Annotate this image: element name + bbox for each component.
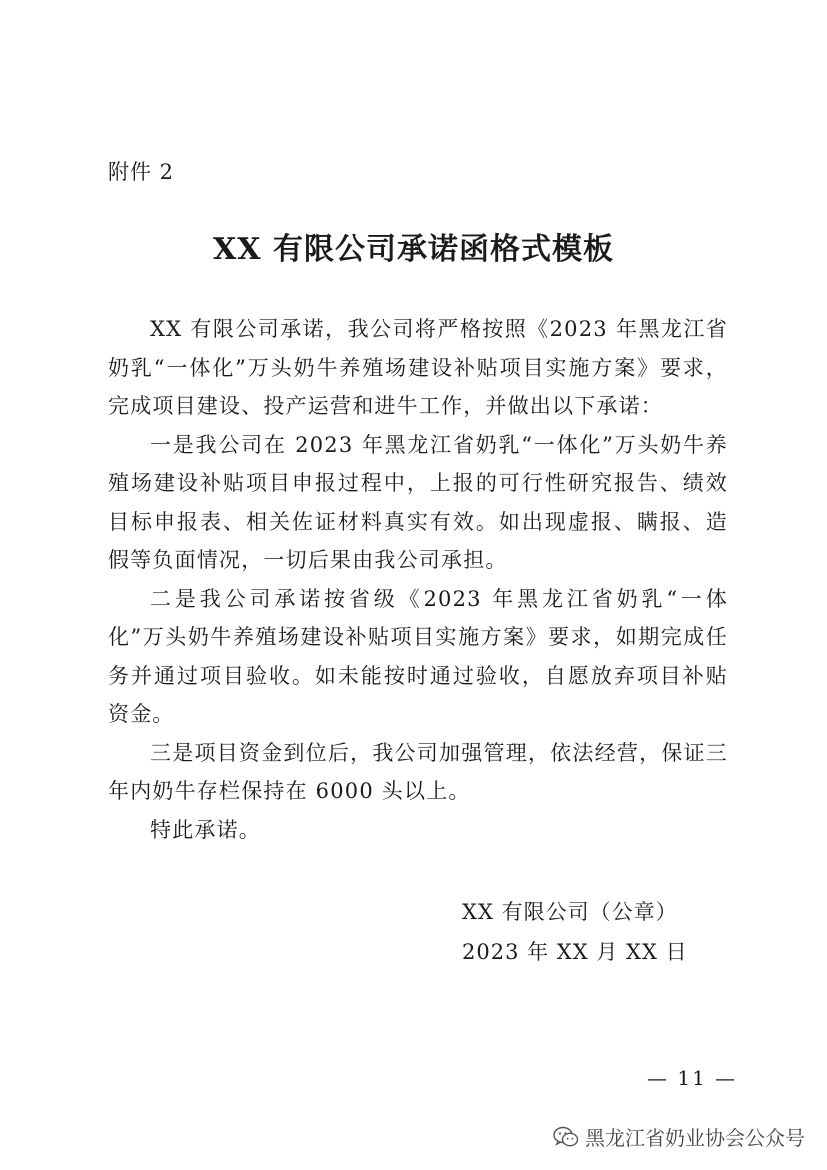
watermark (553, 1122, 805, 1151)
signature-company: XX 有限公司（公章） (462, 900, 678, 924)
watermark-text: 黑龙江省奶业协会公众号 (585, 1126, 805, 1150)
signature-date: 2023 年 XX 月 XX 日 (462, 940, 688, 964)
paragraph-commitment-3: 三是项目资金到位后，我公司加强管理，依法经营，保证三年内奶牛存栏保持在 6000 头以上。 (108, 740, 728, 803)
paragraph-closing: 特此承诺。 (150, 817, 261, 842)
paragraph-intro: XX 有限公司承诺，我公司将严格按照《2023 年黑龙江省奶乳“一体化”万头奶牛养殖场建设补贴项目实施方案》要求，完成项目建设、投产运营和进牛工作，并做出以下承诺： (108, 317, 728, 418)
document-body (108, 310, 728, 849)
page-number: — 11 — (647, 1066, 738, 1090)
paragraph-commitment-1: 一是我公司在 2023 年黑龙江省奶乳“一体化”万头奶牛养殖场建设补贴项目申报过程中，上报的可行性研究报告、绩效目标申报表、相关佐证材料真实有效。如出现虚报、瞒报、造假等负面情况，一切后果由我公司承担。 (108, 432, 728, 572)
attachment-label: 附件 2 (108, 160, 175, 184)
signature-block (462, 892, 688, 972)
document-title: XX 有限公司承诺函格式模板 (213, 232, 614, 267)
paragraph-commitment-2: 二是我公司承诺按省级《2023 年黑龙江省奶乳“一体化”万头奶牛养殖场建设补贴项目实施方案》要求，如期完成任务并通过项目验收。如未能按时通过验收，自愿放弃项目补贴资金。 (108, 586, 728, 726)
wechat-icon (553, 1126, 579, 1148)
